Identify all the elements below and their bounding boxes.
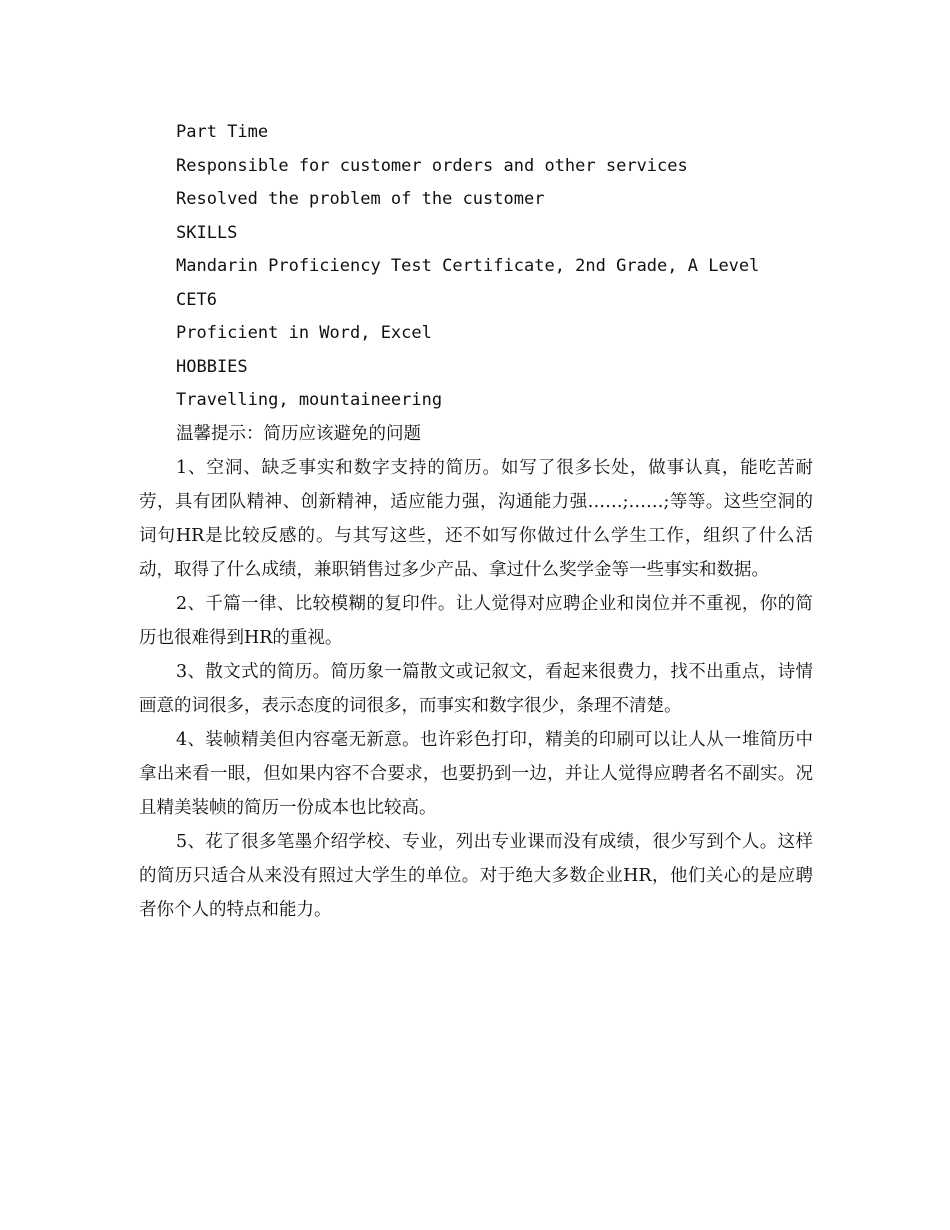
line-responsibility-resolve: Resolved the problem of the customer	[176, 189, 545, 209]
line-skill-mandarin: Mandarin Proficiency Test Certificate, 2nd Grade, A Level	[176, 256, 760, 276]
line-part-time: Part Time	[176, 122, 269, 142]
document-body	[139, 116, 813, 927]
line-hobbies: Travelling, mountaineering	[176, 390, 443, 410]
tip-paragraph-5: 5、花了很多笔墨介绍学校、专业，列出专业课而没有成绩，很少写到个人。这样的简历只适合从来没有照过大学生的单位。对于绝大多数企业HR，他们关心的是应聘者你个人的特点和能力。	[139, 832, 813, 920]
line-responsibility-orders: Responsible for customer orders and other services	[176, 155, 688, 176]
tip-paragraph-1: 1、空洞、缺乏事实和数字支持的简历。如写了很多长处，做事认真，能吃苦耐劳，具有团队精神、创新精神，适应能力强，沟通能力强……;……;等等。这些空洞的词句HR是比较反感的。与其写这些，还不如写你做过什么学生工作，组织了什么活动，取得了什么成绩，兼职销售过多少产品、拿过什么奖学金等一些事实和数据。	[139, 458, 813, 580]
line-skill-office: Proficient in Word, Excel	[176, 323, 432, 343]
tip-paragraph-3: 3、散文式的简历。简历象一篇散文或记叙文，看起来很费力，找不出重点，诗情画意的词很多，表示态度的词很多，而事实和数字很少，条理不清楚。	[139, 662, 813, 716]
heading-hobbies: HOBBIES	[176, 356, 248, 377]
tip-paragraph-4: 4、装帧精美但内容毫无新意。也许彩色打印，精美的印刷可以让人从一堆简历中拿出来看一眼，但如果内容不合要求，也要扔到一边，并让人觉得应聘者名不副实。况且精美装帧的简历一份成本也比较高。	[139, 730, 813, 818]
line-skill-cet6: CET6	[176, 289, 217, 310]
tip-paragraph-2: 2、千篇一律、比较模糊的复印件。让人觉得对应聘企业和岗位并不重视，你的简历也很难得到HR的重视。	[139, 594, 813, 648]
heading-skills: SKILLS	[176, 222, 238, 243]
tips-title: 温馨提示：简历应该避免的问题	[176, 423, 421, 444]
